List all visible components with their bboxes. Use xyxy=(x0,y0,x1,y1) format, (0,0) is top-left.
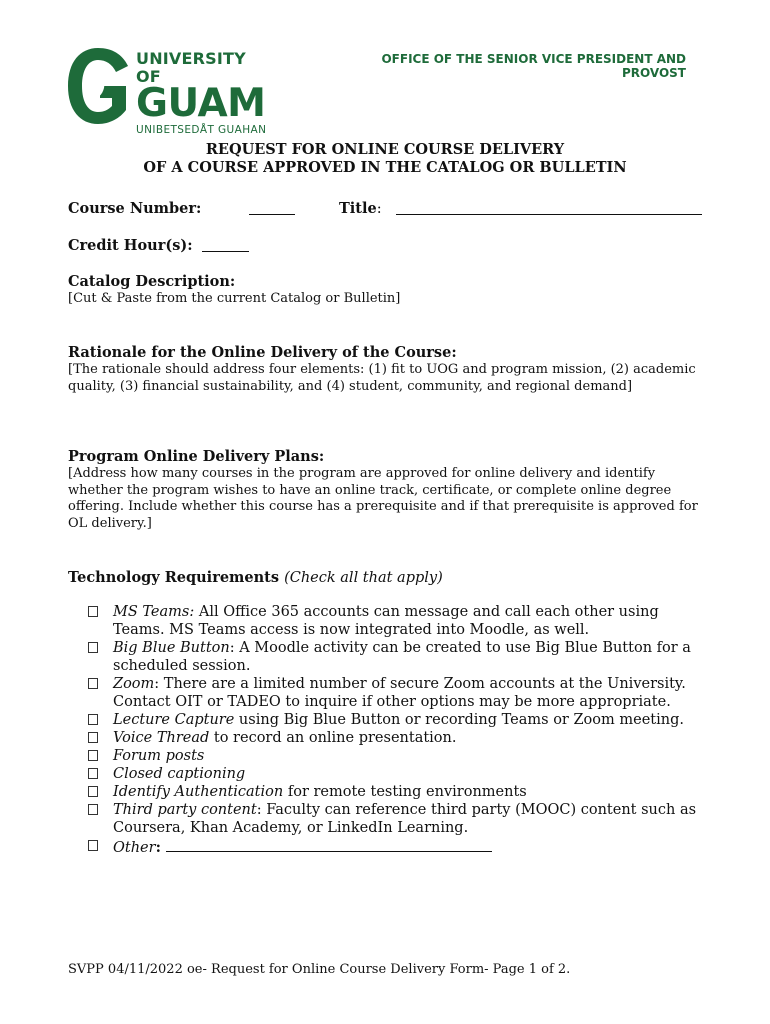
checkbox-forum-posts[interactable] xyxy=(88,750,98,761)
catalog-description-heading: Catalog Description: xyxy=(68,273,236,290)
checkbox-identify-authentication[interactable] xyxy=(88,786,98,797)
logo-line-1: UNIVERSITY OF xyxy=(136,49,246,86)
list-item: Third party content: Faculty can reference third party (MOOC) content such as Coursera, Khan Academy, or LinkedIn Learning. xyxy=(88,801,698,837)
course-number-label: Course Number: xyxy=(68,200,202,217)
uog-g-emblem-icon xyxy=(66,46,130,126)
checkbox-ms-teams[interactable] xyxy=(88,606,98,617)
list-item: Other: xyxy=(88,837,698,857)
rationale-heading: Rationale for the Online Delivery of the Course: xyxy=(68,344,457,361)
logo-line-2: GUAM xyxy=(136,81,266,126)
course-title-label: Title: xyxy=(339,200,382,217)
credit-hours-label: Credit Hour(s): xyxy=(68,237,193,254)
list-item: Lecture Capture using Big Blue Button or recording Teams or Zoom meeting. xyxy=(88,711,698,729)
checkbox-other[interactable] xyxy=(88,840,98,851)
course-number-input[interactable] xyxy=(249,200,295,215)
list-item: MS Teams: All Office 365 accounts can message and call each other using Teams. MS Teams access is now integrated into Moodle, as well. xyxy=(88,603,698,639)
checkbox-third-party-content[interactable] xyxy=(88,804,98,815)
checkbox-voice-thread[interactable] xyxy=(88,732,98,743)
checkbox-closed-captioning[interactable] xyxy=(88,768,98,779)
program-plans-instructions: [Address how many courses in the program are approved for online delivery and identify whether the program wishes to have an online track, certificate, or complete online degree offering. Include whether this course has a prerequisite and if that prerequisite is approved for OL delivery.] xyxy=(68,466,698,531)
form-title-line-2: OF A COURSE APPROVED IN THE CATALOG OR BULLETIN xyxy=(143,159,627,176)
course-title-input[interactable] xyxy=(396,200,702,215)
credit-hours-input[interactable] xyxy=(202,237,249,252)
list-item: Zoom: There are a limited number of secure Zoom accounts at the University. Contact OIT or TADEO to inquire if other options may be more appropriate. xyxy=(88,675,698,711)
logo-line-3: UNIBETSEDÅT GUAHAN xyxy=(136,124,267,136)
checkbox-big-blue-button[interactable] xyxy=(88,642,98,653)
checkbox-zoom[interactable] xyxy=(88,678,98,689)
technology-requirements-note: (Check all that apply) xyxy=(284,570,443,586)
list-item: Identify Authentication for remote testing environments xyxy=(88,783,698,801)
university-logo xyxy=(66,46,276,136)
list-item: Big Blue Button: A Moodle activity can be created to use Big Blue Button for a scheduled session. xyxy=(88,639,698,675)
technology-requirements-heading: Technology Requirements (Check all that apply) xyxy=(68,569,443,586)
rationale-instructions: [The rationale should address four elements: (1) fit to UOG and program mission, (2) academic quality, (3) financial sustainability, and (4) student, community, and regional demand] xyxy=(68,362,696,394)
catalog-description-instructions: [Cut & Paste from the current Catalog or Bulletin] xyxy=(68,291,401,306)
page-footer: SVPP 04/11/2022 oe- Request for Online Course Delivery Form- Page 1 of 2. xyxy=(68,962,571,977)
checkbox-lecture-capture[interactable] xyxy=(88,714,98,725)
office-heading: OFFICE OF THE SENIOR VICE PRESIDENT AND PROVOST xyxy=(381,52,686,78)
list-item: Closed captioning xyxy=(88,765,698,783)
technology-checklist xyxy=(88,603,698,857)
program-plans-heading: Program Online Delivery Plans: xyxy=(68,448,325,465)
list-item: Voice Thread to record an online presentation. xyxy=(88,729,698,747)
other-input[interactable] xyxy=(166,837,492,852)
list-item: Forum posts xyxy=(88,747,698,765)
form-title-line-1: REQUEST FOR ONLINE COURSE DELIVERY xyxy=(205,141,565,158)
